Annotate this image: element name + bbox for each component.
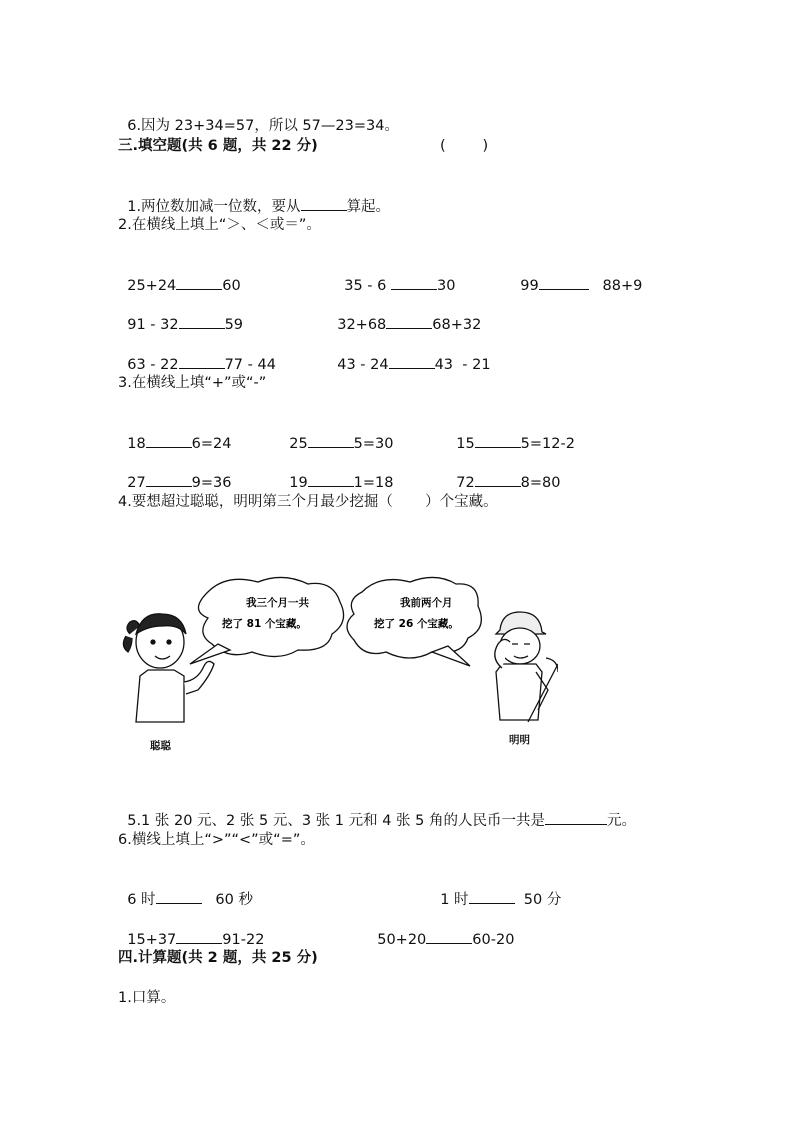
answer-blank[interactable] <box>391 275 437 290</box>
right-expression: 30 <box>436 278 456 294</box>
answer-blank[interactable] <box>176 275 222 290</box>
operator-item <box>280 452 394 493</box>
right-expression: 9=36 <box>191 475 232 491</box>
section-3-title: 三.填空题(共 6 题，共 22 分) <box>118 138 318 154</box>
right-expression: 60-20 <box>472 932 515 948</box>
answer-blank[interactable] <box>469 889 515 904</box>
answer-blank[interactable] <box>308 472 354 487</box>
question-text: 1.两位数加减一位数，要从 <box>127 199 301 215</box>
bubble-text-left-2: 挖了 81 个宝藏。 <box>222 618 307 630</box>
bubble-text-left-1: 我三个月一共 <box>246 597 309 609</box>
left-number: 25 <box>289 436 308 452</box>
answer-blank[interactable] <box>475 472 521 487</box>
answer-blank[interactable] <box>308 433 354 448</box>
right-expression: 91-22 <box>222 932 265 948</box>
girl-figure <box>123 614 214 722</box>
answer-blank[interactable] <box>386 314 432 329</box>
name-label-right: 明明 <box>509 734 530 746</box>
answer-blank[interactable] <box>475 433 521 448</box>
compare-item <box>335 255 455 296</box>
operator-item <box>447 452 561 493</box>
left-expression: 91 - 32 <box>127 317 179 333</box>
treasure-illustration <box>118 572 558 752</box>
answer-blank[interactable] <box>156 889 202 904</box>
left-expression: 6 时 <box>127 892 156 908</box>
question-text: 6.因为 23+34=57，所以 57—23=34。 <box>127 118 399 134</box>
compare-item <box>328 334 491 375</box>
right-expression: 60 <box>222 278 241 294</box>
boy-miner-figure <box>495 612 558 722</box>
right-expression: 43 - 21 <box>434 357 491 373</box>
left-number: 15 <box>456 436 475 452</box>
answer-blank[interactable] <box>146 433 192 448</box>
left-expression: 50+20 <box>377 932 427 948</box>
compare-item <box>368 909 514 950</box>
answer-blank[interactable] <box>301 196 347 211</box>
fill-question-1 <box>118 176 390 217</box>
left-expression: 63 - 22 <box>127 357 179 373</box>
right-expression: 77 - 44 <box>224 357 276 373</box>
answer-blank[interactable] <box>539 275 589 290</box>
answer-parentheses[interactable]: ( ) <box>440 138 489 154</box>
right-expression: 8=80 <box>520 475 561 491</box>
compare-item <box>118 334 276 375</box>
right-expression: 60 秒 <box>201 892 253 908</box>
left-number: 18 <box>127 436 146 452</box>
answer-blank[interactable] <box>146 472 192 487</box>
compare-item <box>431 869 561 910</box>
section-4-title: 四.计算题(共 2 题，共 25 分) <box>118 950 318 966</box>
operator-item <box>280 413 394 454</box>
question-text-end: 算起。 <box>346 199 391 215</box>
answer-blank[interactable] <box>426 929 472 944</box>
answer-blank[interactable] <box>545 810 607 825</box>
operator-item <box>118 413 232 454</box>
right-expression: 1=18 <box>353 475 394 491</box>
right-expression: 88+9 <box>588 278 643 294</box>
answer-blank[interactable] <box>179 314 225 329</box>
bubble-text-right-2: 挖了 26 个宝藏。 <box>374 618 459 630</box>
left-expression: 25+24 <box>127 278 177 294</box>
speech-bubble-right <box>347 577 481 666</box>
speech-bubble-left <box>190 577 344 664</box>
operator-item <box>447 413 575 454</box>
left-number: 72 <box>456 475 475 491</box>
left-expression: 99 <box>520 278 539 294</box>
left-expression: 32+68 <box>337 317 387 333</box>
compare-item <box>118 869 253 910</box>
right-expression: 50 分 <box>514 892 562 908</box>
compare-item <box>328 294 481 335</box>
question-text-end: 元。 <box>607 813 636 829</box>
left-expression: 35 - 6 <box>344 278 391 294</box>
right-expression: 5=30 <box>353 436 394 452</box>
operator-item <box>118 452 232 493</box>
answer-blank[interactable] <box>179 354 225 369</box>
right-expression: 5=12-2 <box>520 436 575 452</box>
fill-question-3-title: 3.在横线上填“+”或“-” <box>118 375 267 391</box>
calc-question-1: 1.口算。 <box>118 990 176 1006</box>
fill-question-4: 4.要想超过聪聪，明明第三个月最少挖掘（ ）个宝藏。 <box>118 494 498 510</box>
compare-item <box>118 909 264 950</box>
left-number: 27 <box>127 475 146 491</box>
right-expression: 59 <box>224 317 244 333</box>
bubble-text-right-1: 我前两个月 <box>400 597 453 609</box>
answer-blank[interactable] <box>389 354 435 369</box>
left-number: 19 <box>289 475 308 491</box>
right-expression: 6=24 <box>191 436 232 452</box>
compare-item <box>511 255 642 296</box>
fill-question-6-title: 6.横线上填上“>”“<”或“=”。 <box>118 832 315 848</box>
compare-item <box>118 294 243 335</box>
left-expression: 15+37 <box>127 932 177 948</box>
name-label-left: 聪聪 <box>150 740 171 752</box>
answer-blank[interactable] <box>176 929 222 944</box>
right-expression: 68+32 <box>432 317 482 333</box>
left-expression: 1 时 <box>440 892 469 908</box>
fill-question-5 <box>118 790 636 831</box>
left-expression: 43 - 24 <box>337 357 389 373</box>
compare-item <box>118 255 241 296</box>
fill-question-2-title: 2.在横线上填上“＞、＜或＝”。 <box>118 217 321 233</box>
question-text: 5.1 张 20 元、2 张 5 元、3 张 1 元和 4 张 5 角的人民币一共是 <box>127 813 545 829</box>
